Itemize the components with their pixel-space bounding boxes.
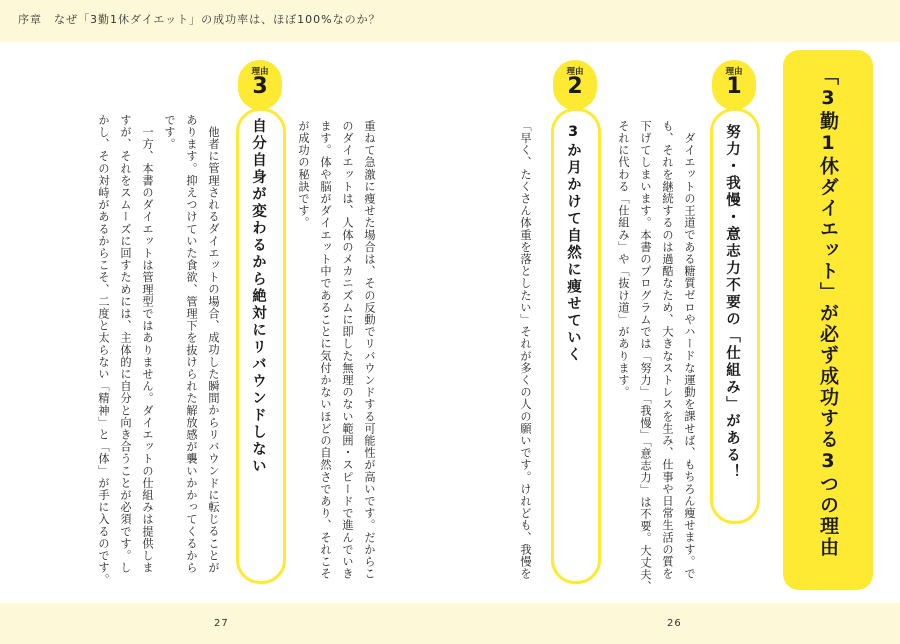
reason-3-line-3: です。 (163, 114, 176, 151)
reason-1-line-2: も、それを継続するのは過酷なため、大きなストレスを生み、仕事や日常生活の質を (661, 120, 674, 580)
reason-3-line-1: 他者に管理されるダイエットの場合、成功した瞬間からリバウンドに転じることが (207, 126, 220, 574)
reason-3-line-2: あります。抑えつけていた食欲、管理下を抜けられた解放感が襲いかかってくるから (185, 114, 198, 574)
reason-1-heading: 努力・我慢・意志力不要の「仕組み」がある！ (724, 124, 740, 481)
footer-band (0, 603, 900, 644)
badge-label: 理由 (725, 67, 743, 77)
badge-number: 3 (252, 74, 268, 99)
banner-title: 「3勤1休ダイエット」が必ず成功する3つの理由 (817, 66, 839, 558)
continuation-line-4: が成功の秘訣です。 (297, 120, 310, 229)
reason-1-badge (712, 60, 756, 110)
continuation-line-3: ます。体や脳がダイエット中であることに気付かないほどの自然さであり、それこそ (319, 120, 332, 580)
badge-number: 2 (567, 74, 583, 99)
reason-2-badge (553, 60, 597, 110)
reason-2-heading: 3か月かけて自然に痩せていく (565, 124, 581, 364)
right-page-number: 26 (667, 618, 682, 629)
left-page-number: 27 (214, 618, 229, 629)
reason-3-badge (238, 60, 282, 110)
badge-number: 1 (726, 74, 742, 99)
reason-1-line-3: 下げてしまいます。本書のプログラムでは「努力」「我慢」「意志力」は不要。大丈夫、 (639, 120, 652, 593)
reason-1-line-1: ダイエットの王道である糖質ゼロやハードな運動を課せば、もちろん痩せます。で (683, 132, 696, 580)
reason-1-line-4: それに代わる「仕組み」や「抜け道」があります。 (617, 120, 630, 399)
continuation-line-1: 重ねて急激に痩せた場合は、その反動でリバウンドする可能性が高いです。だからこ (363, 120, 376, 580)
reason-3-line-4: 一方、本書のダイエットは管理型ではありません。ダイエットの仕組みは提供しま (141, 114, 154, 574)
continuation-line-2: のダイエットは、人体のメカニズムに即した無理のない範囲・スピードで進んでいき (341, 120, 354, 580)
reason-3-heading: 自分自身が変わるから絶対にリバウンドしない (250, 118, 266, 475)
badge-label: 理由 (251, 67, 269, 77)
badge-label: 理由 (566, 67, 584, 77)
reason-3-line-5: すが、それをスムーズに回すためには、主体的に自分と向き合うことが必須です。し (119, 114, 132, 574)
reason-3-line-6: かし、その対峙があるからこそ、二度と太らない「精神」と「体」が手に入るのです。 (97, 114, 110, 586)
chapter-title: 序章 なぜ「3勤1休ダイエット」の成功率は、ほぼ100%なのか？ (18, 13, 381, 26)
reason-2-line-1: 「早く、たくさん体重を落としたい」それが多くの人の願いです。けれども、我慢を (519, 120, 532, 580)
